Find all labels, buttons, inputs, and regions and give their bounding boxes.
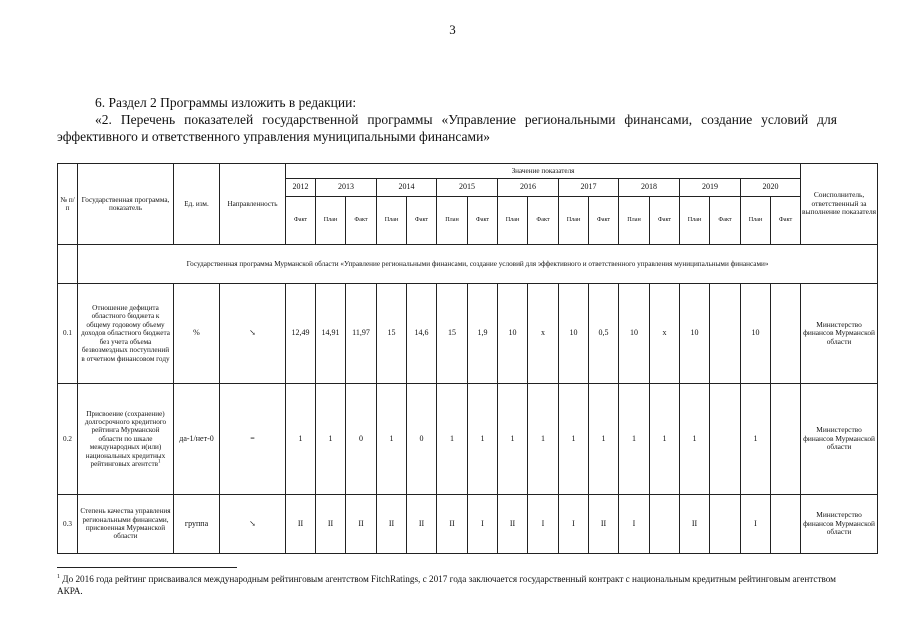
year-cell: 2015	[437, 179, 498, 197]
footnote-ref: 1	[157, 459, 161, 465]
value-cell: II	[407, 495, 437, 554]
table-row	[58, 495, 878, 554]
subheader-cell: Факт	[528, 197, 559, 245]
value-cell: 1	[286, 384, 316, 495]
value-cell: II	[589, 495, 619, 554]
year-cell: 2013	[316, 179, 377, 197]
row-unit: %	[174, 284, 220, 384]
value-cell: 0	[407, 384, 437, 495]
subheader-cell: Факт	[286, 197, 316, 245]
row-indicator-name: Отношение дефицита областного бюджета к общему годовому объему доходов областного бюджета без учета объема безвозмездных поступлений в отчетном финансовом году	[78, 284, 174, 384]
value-cell: 10	[680, 284, 710, 384]
year-cell: 2018	[619, 179, 680, 197]
value-cell: 1	[619, 384, 650, 495]
value-cell: 10	[559, 284, 589, 384]
value-cell: 1	[316, 384, 346, 495]
footnote-text: До 2016 года рейтинг присваивался международным рейтинговым агентством FitchRatings, с 2017 года заключается государственный контракт с национальным кредитным рейтинговым агентством АКРА.	[57, 574, 836, 596]
row-executor: Министерство финансов Мурманской области	[801, 284, 878, 384]
value-cell: 15	[437, 284, 468, 384]
value-cell	[771, 495, 801, 554]
row-executor: Министерство финансов Мурманской области	[801, 384, 878, 495]
program-title: Государственная программа Мурманской области «Управление региональными финансами, создание условий для эффективного и ответственного управления муниципальными финансами»	[78, 245, 878, 284]
value-cell: 1	[377, 384, 407, 495]
value-cell	[771, 384, 801, 495]
page-number: 3	[449, 22, 456, 37]
table-row	[58, 384, 878, 495]
value-cell: 1	[498, 384, 528, 495]
year-cell: 2014	[377, 179, 437, 197]
value-cell: 1	[468, 384, 498, 495]
header-value-group: Значение показателя	[286, 164, 801, 179]
value-cell: 10	[498, 284, 528, 384]
value-cell: 14,91	[316, 284, 346, 384]
row-unit: группа	[174, 495, 220, 554]
value-cell: 10	[619, 284, 650, 384]
value-cell: 10	[741, 284, 771, 384]
value-cell: x	[528, 284, 559, 384]
value-cell: x	[650, 284, 680, 384]
row-direction: ↘	[220, 495, 286, 554]
header-unit: Ед. изм.	[174, 164, 220, 245]
indicators-table	[57, 163, 878, 554]
row-num: 0.1	[58, 284, 78, 384]
subheader-cell: План	[619, 197, 650, 245]
subheader-cell: План	[741, 197, 771, 245]
footnote-divider	[57, 567, 237, 568]
header-executor: Соисполнитель, ответственный за выполнение показателя	[801, 164, 878, 245]
year-cell: 2016	[498, 179, 559, 197]
value-cell: I	[619, 495, 650, 554]
intro-line-1: 6. Раздел 2 Программы изложить в редакции:	[95, 95, 357, 110]
value-cell: II	[680, 495, 710, 554]
year-cell: 2019	[680, 179, 741, 197]
value-cell	[710, 284, 741, 384]
value-cell: II	[316, 495, 346, 554]
value-cell: 1	[650, 384, 680, 495]
value-cell: 0,5	[589, 284, 619, 384]
value-cell: II	[377, 495, 407, 554]
subheader-cell: План	[437, 197, 468, 245]
subheader-cell: План	[316, 197, 346, 245]
value-cell	[771, 284, 801, 384]
value-cell: I	[741, 495, 771, 554]
header-direction: Направленность	[220, 164, 286, 245]
row-num: 0.2	[58, 384, 78, 495]
row-unit: да-1/нет-0	[174, 384, 220, 495]
value-cell: 1	[528, 384, 559, 495]
subheader-cell: Факт	[468, 197, 498, 245]
value-cell: I	[559, 495, 589, 554]
intro-text	[57, 94, 837, 145]
program-row-blank	[58, 245, 78, 284]
subheader-cell: Факт	[589, 197, 619, 245]
value-cell: 11,97	[346, 284, 377, 384]
value-cell: 1	[589, 384, 619, 495]
value-cell: II	[346, 495, 377, 554]
row-indicator-name-cell	[78, 384, 174, 495]
row-indicator-name: Степень качества управления региональными финансами, присвоенная Мурманской области	[78, 495, 174, 554]
table-row	[58, 284, 878, 384]
value-cell: 1	[437, 384, 468, 495]
subheader-cell: Факт	[710, 197, 741, 245]
value-cell: II	[286, 495, 316, 554]
subheader-cell: Факт	[407, 197, 437, 245]
row-direction: ↘	[220, 284, 286, 384]
intro-line-2: «2. Перечень показателей государственной программы «Управление региональными финансами, создание условий для эффективного и ответственного управления муниципальными финансами»	[57, 112, 837, 144]
year-cell: 2012	[286, 179, 316, 197]
subheader-cell: План	[680, 197, 710, 245]
value-cell: 1	[741, 384, 771, 495]
footnote-marker: 1	[57, 573, 60, 580]
row-direction: =	[220, 384, 286, 495]
subheader-cell: Факт	[771, 197, 801, 245]
value-cell: 1	[559, 384, 589, 495]
value-cell: I	[528, 495, 559, 554]
footnote	[57, 573, 857, 597]
header-name: Государственная программа, показатель	[78, 164, 174, 245]
row-executor: Министерство финансов Мурманской области	[801, 495, 878, 554]
value-cell: I	[468, 495, 498, 554]
value-cell: 0	[346, 384, 377, 495]
value-cell: 15	[377, 284, 407, 384]
row-indicator-name: Присвоение (сохранение) долгосрочного кредитного рейтинга Мурманской области по шкале международных и(или) национальных кредитных рейтинговых агентств	[84, 409, 167, 469]
subheader-cell: План	[559, 197, 589, 245]
value-cell: 1	[680, 384, 710, 495]
value-cell: II	[437, 495, 468, 554]
value-cell: 1,9	[468, 284, 498, 384]
year-cell: 2017	[559, 179, 619, 197]
subheader-cell: Факт	[650, 197, 680, 245]
year-cell: 2020	[741, 179, 801, 197]
value-cell	[710, 384, 741, 495]
value-cell: 12,49	[286, 284, 316, 384]
row-num: 0.3	[58, 495, 78, 554]
subheader-cell: План	[498, 197, 528, 245]
value-cell: II	[498, 495, 528, 554]
subheader-cell: Факт	[346, 197, 377, 245]
value-cell	[710, 495, 741, 554]
value-cell	[650, 495, 680, 554]
subheader-cell: План	[377, 197, 407, 245]
header-num: № п/п	[58, 164, 78, 245]
value-cell: 14,6	[407, 284, 437, 384]
